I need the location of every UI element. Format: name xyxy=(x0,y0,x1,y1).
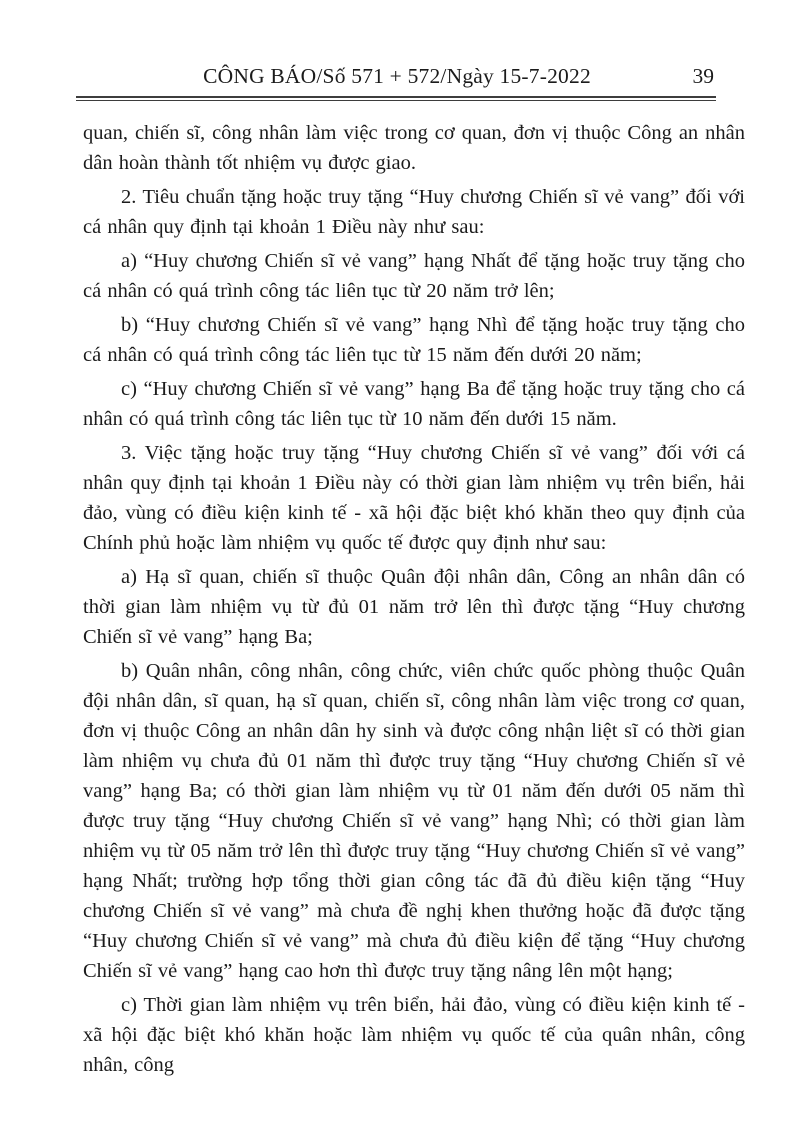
paragraph-clause-2: 2. Tiêu chuẩn tặng hoặc truy tặng “Huy chương Chiến sĩ vẻ vang” đối với cá nhân quy định tại khoản 1 Điều này như sau: xyxy=(83,186,745,238)
paragraph-clause-2b: b) “Huy chương Chiến sĩ vẻ vang” hạng Nhì để tặng hoặc truy tặng cho cá nhân có quá trình công tác liên tục từ 15 năm đến dưới 20 năm; xyxy=(83,314,745,366)
paragraph-continuation: quan, chiến sĩ, công nhân làm việc trong cơ quan, đơn vị thuộc Công an nhân dân hoàn thành tốt nhiệm vụ được giao. xyxy=(83,122,745,174)
gazette-header-title: CÔNG BÁO/Số 571 + 572/Ngày 15-7-2022 xyxy=(203,64,591,88)
header-double-rule xyxy=(76,96,716,101)
paragraph-clause-3: 3. Việc tặng hoặc truy tặng “Huy chương Chiến sĩ vẻ vang” đối với cá nhân quy định tại khoản 1 Điều này có thời gian làm nhiệm vụ trên biển, hải đảo, vùng có điều kiện kinh tế - xã hội đặc biệt khó khăn theo quy định của Chính phủ hoặc làm nhiệm vụ quốc tế được quy định như sau: xyxy=(83,442,745,554)
paragraph-clause-3b: b) Quân nhân, công nhân, công chức, viên chức quốc phòng thuộc Quân đội nhân dân, sĩ quan, hạ sĩ quan, chiến sĩ, công nhân làm việc trong cơ quan, đơn vị thuộc Công an nhân dân hy sinh và được công nhận liệt sĩ có thời gian làm nhiệm vụ chưa đủ 01 năm thì được truy tặng “Huy chương Chiến sĩ vẻ vang” hạng Ba; có thời gian làm nhiệm vụ từ 01 năm đến dưới 05 năm thì được truy tặng “Huy chương Chiến sĩ vẻ vang” hạng Nhì; có thời gian làm nhiệm vụ từ 05 năm trở lên thì được truy tặng “Huy chương Chiến sĩ vẻ vang” hạng Nhất; trường hợp tổng thời gian công tác đã đủ điều kiện tặng “Huy chương Chiến sĩ vẻ vang” mà chưa đề nghị khen thưởng hoặc đã được tặng “Huy chương Chiến sĩ vẻ vang” mà chưa đủ điều kiện để tặng “Huy chương Chiến sĩ vẻ vang” hạng cao hơn thì được truy tặng nâng lên một hạng; xyxy=(83,660,745,982)
paragraph-clause-3c: c) Thời gian làm nhiệm vụ trên biển, hải đảo, vùng có điều kiện kinh tế - xã hội đặc biệt khó khăn hoặc làm nhiệm vụ quốc tế của quân nhân, công nhân, công xyxy=(83,994,745,1076)
document-body xyxy=(83,118,745,1080)
paragraph-clause-3a: a) Hạ sĩ quan, chiến sĩ thuộc Quân đội nhân dân, Công an nhân dân có thời gian làm nhiệm vụ từ đủ 01 năm trở lên thì được tặng “Huy chương Chiến sĩ vẻ vang” hạng Ba; xyxy=(83,566,745,648)
page-number: 39 xyxy=(692,64,714,88)
paragraph-clause-2c: c) “Huy chương Chiến sĩ vẻ vang” hạng Ba để tặng hoặc truy tặng cho cá nhân có quá trình công tác liên tục từ 10 năm đến dưới 15 năm. xyxy=(83,378,745,430)
paragraph-clause-2a: a) “Huy chương Chiến sĩ vẻ vang” hạng Nhất để tặng hoặc truy tặng cho cá nhân có quá trình công tác liên tục từ 20 năm trở lên; xyxy=(83,250,745,302)
page-header xyxy=(78,63,716,90)
